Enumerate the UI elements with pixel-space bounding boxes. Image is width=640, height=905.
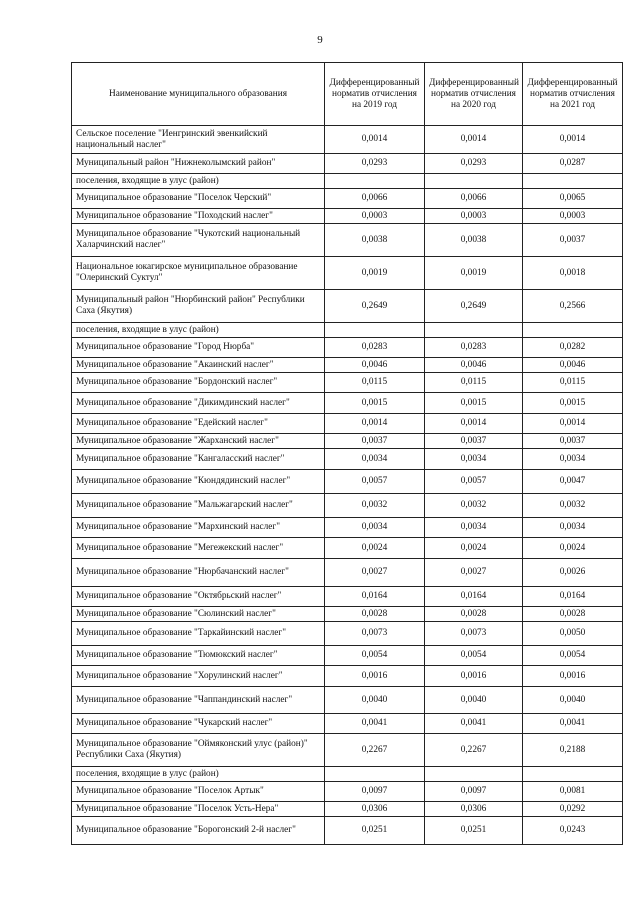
table-row bbox=[72, 414, 623, 434]
table-row bbox=[72, 767, 623, 782]
cell-norm-2020: 0,0028 bbox=[425, 607, 523, 622]
cell-norm-2019: 0,2649 bbox=[325, 290, 425, 323]
cell-norm-2021: 0,0243 bbox=[523, 817, 623, 845]
header-2019: Дифференцированный норматив отчисления на 2019 год bbox=[325, 63, 425, 126]
cell-norm-2019: 0,0251 bbox=[325, 817, 425, 845]
table-row bbox=[72, 126, 623, 154]
table-row bbox=[72, 393, 623, 414]
cell-norm-2021: 0,0034 bbox=[523, 518, 623, 538]
cell-norm-2019: 0,0003 bbox=[325, 209, 425, 224]
cell-norm-2020: 0,0283 bbox=[425, 338, 523, 358]
cell-municipality-name: Муниципальное образование "Оймяконский улус (район)" Республики Саха (Якутия) bbox=[72, 734, 325, 767]
cell-norm-2021: 0,0046 bbox=[523, 358, 623, 373]
cell-municipality-name: Муниципальное образование "Тюмюкский наслег" bbox=[72, 646, 325, 666]
cell-norm-2020: 0,0057 bbox=[425, 470, 523, 494]
cell-norm-2019: 0,0037 bbox=[325, 434, 425, 449]
cell-norm-2021: 0,0028 bbox=[523, 607, 623, 622]
cell-norm-2021: 0,0016 bbox=[523, 666, 623, 687]
cell-norm-2021: 0,2188 bbox=[523, 734, 623, 767]
cell-norm-2019: 0,0028 bbox=[325, 607, 425, 622]
table-row bbox=[72, 622, 623, 646]
cell-norm-2020: 0,0306 bbox=[425, 802, 523, 817]
table-header-row bbox=[72, 63, 623, 126]
cell-norm-2021 bbox=[523, 767, 623, 782]
cell-norm-2019: 0,0115 bbox=[325, 373, 425, 393]
cell-municipality-name: Муниципальное образование "Дикимдинский наслег" bbox=[72, 393, 325, 414]
cell-municipality-name: Муниципальное образование "Акаинский наслег" bbox=[72, 358, 325, 373]
cell-norm-2020: 0,2649 bbox=[425, 290, 523, 323]
cell-norm-2020: 0,0034 bbox=[425, 518, 523, 538]
cell-norm-2020: 0,0003 bbox=[425, 209, 523, 224]
cell-norm-2020: 0,0032 bbox=[425, 494, 523, 518]
page-number: 9 bbox=[317, 34, 323, 46]
cell-norm-2021: 0,0282 bbox=[523, 338, 623, 358]
cell-municipality-name: Муниципальное образование "Чукарский наслег" bbox=[72, 714, 325, 734]
table-row bbox=[72, 646, 623, 666]
table-row bbox=[72, 224, 623, 257]
cell-municipality-name: Муниципальное образование "Поселок Усть-Нера" bbox=[72, 802, 325, 817]
cell-norm-2021: 0,0287 bbox=[523, 154, 623, 174]
table-row bbox=[72, 734, 623, 767]
header-municipality: Наименование муниципального образования bbox=[72, 63, 325, 126]
cell-municipality-name: поселения, входящие в улус (район) bbox=[72, 767, 325, 782]
cell-norm-2019: 0,0034 bbox=[325, 518, 425, 538]
cell-norm-2021: 0,0292 bbox=[523, 802, 623, 817]
cell-norm-2019 bbox=[325, 174, 425, 189]
cell-norm-2021 bbox=[523, 323, 623, 338]
cell-norm-2019: 0,0024 bbox=[325, 538, 425, 559]
table-row bbox=[72, 802, 623, 817]
table-row bbox=[72, 538, 623, 559]
cell-norm-2020: 0,0014 bbox=[425, 414, 523, 434]
cell-municipality-name: Муниципальное образование "Поселок Черский" bbox=[72, 189, 325, 209]
cell-norm-2021: 0,0040 bbox=[523, 687, 623, 714]
cell-municipality-name: Муниципальный район "Нюрбинский район" Республики Саха (Якутия) bbox=[72, 290, 325, 323]
header-2021: Дифференцированный норматив отчисления на 2021 год bbox=[523, 63, 623, 126]
table-row bbox=[72, 323, 623, 338]
cell-norm-2019: 0,0097 bbox=[325, 782, 425, 802]
cell-municipality-name: Сельское поселение "Иенгринский эвенкийский национальный наслег" bbox=[72, 126, 325, 154]
cell-municipality-name: Муниципальное образование "Нюрбачанский наслег" bbox=[72, 559, 325, 587]
cell-municipality-name: Муниципальное образование "Мегежекский наслег" bbox=[72, 538, 325, 559]
cell-norm-2020: 0,0014 bbox=[425, 126, 523, 154]
cell-norm-2019: 0,0046 bbox=[325, 358, 425, 373]
cell-norm-2020: 0,0015 bbox=[425, 393, 523, 414]
cell-norm-2019: 0,0073 bbox=[325, 622, 425, 646]
cell-municipality-name: поселения, входящие в улус (район) bbox=[72, 323, 325, 338]
cell-norm-2019: 0,0014 bbox=[325, 126, 425, 154]
cell-norm-2020: 0,0115 bbox=[425, 373, 523, 393]
cell-norm-2020: 0,0073 bbox=[425, 622, 523, 646]
cell-municipality-name: Муниципальное образование "Сюлинский наслег" bbox=[72, 607, 325, 622]
cell-municipality-name: Муниципальное образование "Мальжагарский наслег" bbox=[72, 494, 325, 518]
cell-norm-2020: 0,0046 bbox=[425, 358, 523, 373]
table-row bbox=[72, 782, 623, 802]
table-row bbox=[72, 373, 623, 393]
table-row bbox=[72, 714, 623, 734]
cell-norm-2019: 0,0027 bbox=[325, 559, 425, 587]
cell-norm-2020: 0,0251 bbox=[425, 817, 523, 845]
cell-norm-2021: 0,0014 bbox=[523, 414, 623, 434]
table-row bbox=[72, 470, 623, 494]
cell-municipality-name: Муниципальное образование "Октябрьский наслег" bbox=[72, 587, 325, 607]
cell-norm-2019: 0,0306 bbox=[325, 802, 425, 817]
table-row bbox=[72, 518, 623, 538]
cell-norm-2021 bbox=[523, 174, 623, 189]
cell-municipality-name: Муниципальное образование "Жарханский наслег" bbox=[72, 434, 325, 449]
cell-norm-2021: 0,0037 bbox=[523, 224, 623, 257]
cell-norm-2019: 0,0057 bbox=[325, 470, 425, 494]
cell-norm-2021: 0,0115 bbox=[523, 373, 623, 393]
cell-norm-2021: 0,0164 bbox=[523, 587, 623, 607]
cell-norm-2020 bbox=[425, 323, 523, 338]
cell-norm-2020: 0,0019 bbox=[425, 257, 523, 290]
cell-municipality-name: Муниципальное образование "Поселок Артык" bbox=[72, 782, 325, 802]
cell-norm-2019: 0,0014 bbox=[325, 414, 425, 434]
cell-norm-2019: 0,0054 bbox=[325, 646, 425, 666]
header-2020: Дифференцированный норматив отчисления на 2020 год bbox=[425, 63, 523, 126]
table-row bbox=[72, 687, 623, 714]
cell-norm-2020: 0,0293 bbox=[425, 154, 523, 174]
table-row bbox=[72, 434, 623, 449]
cell-municipality-name: Муниципальное образование "Едейский наслег" bbox=[72, 414, 325, 434]
cell-norm-2019: 0,0293 bbox=[325, 154, 425, 174]
norms-table bbox=[71, 62, 623, 845]
table-row bbox=[72, 209, 623, 224]
cell-norm-2021: 0,0047 bbox=[523, 470, 623, 494]
cell-norm-2019: 0,0040 bbox=[325, 687, 425, 714]
table-row bbox=[72, 607, 623, 622]
table-row bbox=[72, 290, 623, 323]
cell-norm-2019: 0,0032 bbox=[325, 494, 425, 518]
cell-municipality-name: Муниципальное образование "Хорулинский наслег" bbox=[72, 666, 325, 687]
cell-norm-2021: 0,0081 bbox=[523, 782, 623, 802]
table-row bbox=[72, 494, 623, 518]
cell-municipality-name: Национальное юкагирское муниципальное образование "Олеринский Суктул" bbox=[72, 257, 325, 290]
cell-norm-2021: 0,0024 bbox=[523, 538, 623, 559]
cell-norm-2021: 0,0014 bbox=[523, 126, 623, 154]
cell-norm-2019: 0,0016 bbox=[325, 666, 425, 687]
cell-norm-2019: 0,0038 bbox=[325, 224, 425, 257]
cell-norm-2019 bbox=[325, 767, 425, 782]
cell-norm-2020 bbox=[425, 767, 523, 782]
cell-municipality-name: Муниципальное образование "Бордонский наслег" bbox=[72, 373, 325, 393]
cell-municipality-name: поселения, входящие в улус (район) bbox=[72, 174, 325, 189]
cell-norm-2021: 0,0032 bbox=[523, 494, 623, 518]
cell-norm-2020: 0,0038 bbox=[425, 224, 523, 257]
cell-norm-2019: 0,0041 bbox=[325, 714, 425, 734]
table-row bbox=[72, 154, 623, 174]
cell-municipality-name: Муниципальный район "Нижнеколымский район" bbox=[72, 154, 325, 174]
cell-municipality-name: Муниципальное образование "Город Нюрба" bbox=[72, 338, 325, 358]
cell-norm-2021: 0,0003 bbox=[523, 209, 623, 224]
cell-norm-2019: 0,0283 bbox=[325, 338, 425, 358]
cell-norm-2020: 0,0066 bbox=[425, 189, 523, 209]
cell-norm-2021: 0,0041 bbox=[523, 714, 623, 734]
cell-norm-2021: 0,0015 bbox=[523, 393, 623, 414]
cell-norm-2020: 0,0034 bbox=[425, 449, 523, 470]
cell-norm-2020: 0,0054 bbox=[425, 646, 523, 666]
cell-norm-2020: 0,0041 bbox=[425, 714, 523, 734]
cell-norm-2019: 0,0164 bbox=[325, 587, 425, 607]
cell-municipality-name: Муниципальное образование "Мархинский наслег" bbox=[72, 518, 325, 538]
cell-norm-2021: 0,0026 bbox=[523, 559, 623, 587]
table-row bbox=[72, 338, 623, 358]
cell-municipality-name: Муниципальное образование "Чукотский национальный Халарчинский наслег" bbox=[72, 224, 325, 257]
cell-norm-2019: 0,0066 bbox=[325, 189, 425, 209]
cell-norm-2019 bbox=[325, 323, 425, 338]
table-row bbox=[72, 559, 623, 587]
cell-municipality-name: Муниципальное образование "Кюндядинский наслег" bbox=[72, 470, 325, 494]
table-row bbox=[72, 666, 623, 687]
cell-norm-2020: 0,0024 bbox=[425, 538, 523, 559]
cell-norm-2021: 0,2566 bbox=[523, 290, 623, 323]
cell-norm-2019: 0,2267 bbox=[325, 734, 425, 767]
cell-norm-2021: 0,0065 bbox=[523, 189, 623, 209]
table-row bbox=[72, 587, 623, 607]
cell-municipality-name: Муниципальное образование "Таркайинский наслег" bbox=[72, 622, 325, 646]
cell-norm-2020: 0,0027 bbox=[425, 559, 523, 587]
table-row bbox=[72, 189, 623, 209]
cell-norm-2019: 0,0034 bbox=[325, 449, 425, 470]
cell-norm-2020: 0,0097 bbox=[425, 782, 523, 802]
cell-norm-2020: 0,0040 bbox=[425, 687, 523, 714]
table-row bbox=[72, 174, 623, 189]
cell-municipality-name: Муниципальное образование "Походский наслег" bbox=[72, 209, 325, 224]
cell-norm-2021: 0,0018 bbox=[523, 257, 623, 290]
table-row bbox=[72, 257, 623, 290]
cell-norm-2020: 0,0037 bbox=[425, 434, 523, 449]
cell-norm-2020: 0,0016 bbox=[425, 666, 523, 687]
table-row bbox=[72, 449, 623, 470]
cell-norm-2021: 0,0037 bbox=[523, 434, 623, 449]
cell-norm-2019: 0,0015 bbox=[325, 393, 425, 414]
table-row bbox=[72, 817, 623, 845]
cell-norm-2021: 0,0050 bbox=[523, 622, 623, 646]
table-row bbox=[72, 358, 623, 373]
cell-norm-2020: 0,2267 bbox=[425, 734, 523, 767]
cell-norm-2020: 0,0164 bbox=[425, 587, 523, 607]
cell-norm-2020 bbox=[425, 174, 523, 189]
cell-norm-2021: 0,0054 bbox=[523, 646, 623, 666]
cell-norm-2021: 0,0034 bbox=[523, 449, 623, 470]
cell-municipality-name: Муниципальное образование "Кангаласский наслег" bbox=[72, 449, 325, 470]
cell-municipality-name: Муниципальное образование "Чаппандинский наслег" bbox=[72, 687, 325, 714]
cell-municipality-name: Муниципальное образование "Борогонский 2-й наслег" bbox=[72, 817, 325, 845]
cell-norm-2019: 0,0019 bbox=[325, 257, 425, 290]
